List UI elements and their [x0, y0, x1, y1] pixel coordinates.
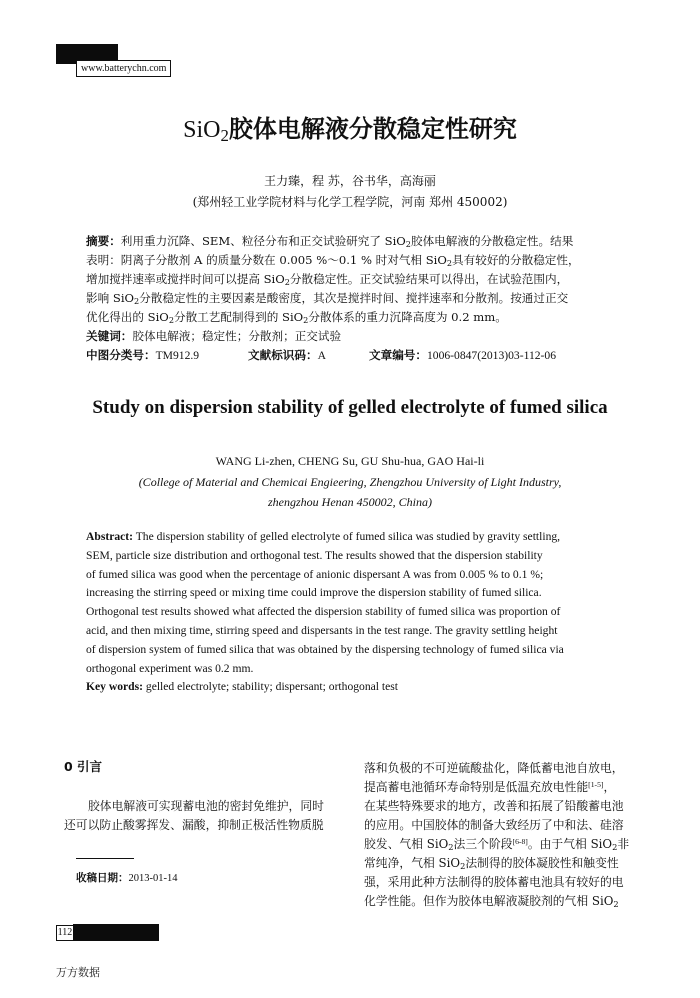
- abstract-en: Abstract: The dispersion stability of gelled electrolyte of fumed silica was studied by gravity settling, SEM, particle size distribution and orthogonal test. The results showed that the dispersion stability of fumed silica was good when the percentage of anionic dispersant A was from 0.005 % to 0.1 %; increasing the stirring speed or mixing time could improve the dispersion stability of fumed silica. Orthogonal test results showed what affected the dispersion stability of fumed silica was proportion of acid, and then mixing time, stirring speed and dispersants in the test range. The gravity settling height of dispersion system of fumed silica that was obtained by the dispersing technology of fumed silica via orthogonal experiment was 0.2 mm. Key words: gelled electrolyte; stability; dispersant; orthogonal test: [86, 528, 616, 697]
- watermark: 万方数据: [56, 966, 100, 979]
- classification-line: 中图分类号：TM912.9 文献标识码：A 文章编号：1006-0847(2013)03-112-06: [86, 348, 556, 362]
- received-date: 收稿日期：2013-01-14: [76, 872, 178, 884]
- left-column: 胶体电解液可实现蓄电池的密封免维护，同时 还可以防止酸雾挥发、漏酸，抑制正极活性物质脱: [64, 799, 324, 832]
- footnote-rule: [76, 858, 134, 859]
- page-number: 112: [56, 925, 74, 941]
- title-en: Study on dispersion stability of gelled electrolyte of fumed silica: [92, 397, 608, 418]
- footer-black-bar: [73, 924, 159, 941]
- authors-en: WANG Li-zhen, CHENG Su, GU Shu-hua, GAO Hai-li: [215, 454, 485, 468]
- journal-url[interactable]: www.batterychn.com: [76, 60, 171, 77]
- keywords-en: Key words: gelled electrolyte; stability; dispersant; orthogonal test: [86, 680, 399, 694]
- section-heading: 0 引言: [64, 759, 103, 774]
- right-column: 落和负极的不可逆硫酸盐化，降低蓄电池自放电， 提高蓄电池循环寿命特别是低温充放电性能[1-5]， 在某些特殊要求的地方，改善和拓展了铅酸蓄电池 的应用。中国胶体的制备大致经历了中和法、硅溶 胶发、气相 SiO$_2$法三个阶段[6-8]。由于气相 SiO$_2$非 常纯净，气相 SiO$_2$法制得的胶体凝胶性和触变性 强，采用此种方法制得的胶体蓄电池具有较好的电 化学性能。但作为胶体电解液凝胶剂的气相 SiO$_2$: [364, 761, 630, 910]
- title-cn: SiO$_2$胶体电解液分散稳定性研究: [183, 114, 517, 146]
- abstract-cn: 摘要：利用重力沉降、SEM、粒径分布和正交试验研究了 SiO$_2$胶体电解液的分散稳定性。结果 表明：阴离子分散剂 A 的质量分数在 0.005 %～0.1 % 时对气相 SiO$_2$具有较好的分散稳定性， 增加搅拌速率或搅拌时间可以提高 SiO$_2$分散稳定性。正交试验结果可以得出，在试验范围内， 影响 SiO$_2$分散稳定性的主要因素是酸密度，其次是搅拌时间、搅拌速率和分散剂。按通过正交 优化得出的 SiO$_2$分散工艺配制得到的 SiO$_2$分散体系的重力沉降高度为 0.2 mm。 关键词：胶体电解液；稳定性；分散剂；正交试验 中图分类号：TM912.9 文献标识码：A 文章编号：1006-0847(2013)03-112-06: [86, 232, 616, 365]
- affiliation-cn: (郑州轻工业学院材料与化学工程学院，河南 郑州 450002): [192, 195, 508, 209]
- authors-cn: 王力臻，程 苏，谷书华，高海丽: [264, 174, 436, 188]
- keywords-cn: 关键词：胶体电解液；稳定性；分散剂；正交试验: [86, 329, 342, 343]
- affiliation-en: (College of Material and Chemicai Engieering, Zhengzhou University of Light Industry, zhengzhou Henan 450002, China): [138, 475, 562, 509]
